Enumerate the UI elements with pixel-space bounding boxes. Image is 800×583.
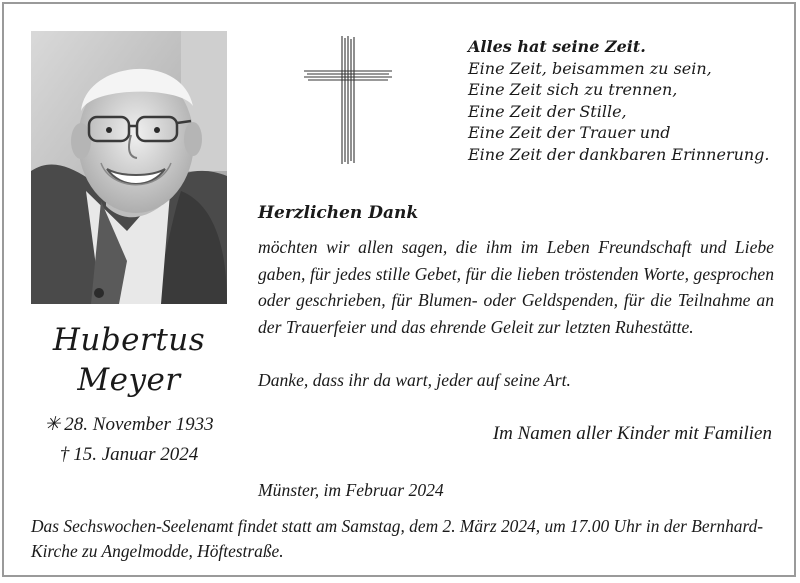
poem-line: Eine Zeit sich zu trennen, — [468, 80, 678, 100]
cross-icon — [304, 36, 392, 168]
service-notice: Das Sechswochen-Seelenamt findet statt am Samstag, dem 2. März 2024, um 17.00 Uhr in der Bernhard-Kirche zu Angelmodde, Höftestraße. — [31, 516, 764, 561]
portrait-photo — [31, 31, 227, 304]
poem-line: Eine Zeit der dankbaren Erinnerung. — [468, 144, 770, 164]
birth-date: 28. November 1933 — [64, 414, 214, 435]
death-dagger-icon: † — [59, 444, 70, 465]
thanks-body: möchten wir allen sagen, die ihm im Leben Freundschaft und Liebe gaben, für jedes stille Gebet, für die lieben tröstenden Worte, gesprochen oder geschrieben, für Blumen- oder Geldspenden, für die Teilnahme an der Trauerfeier und das ehrende Geleit zur letzten Ruhestätte. — [258, 237, 774, 337]
first-name: Hubertus — [52, 322, 206, 358]
obituary-card — [2, 2, 796, 577]
poem — [468, 36, 788, 166]
poem-line: Eine Zeit, beisammen zu sein, — [468, 58, 712, 78]
thanks-closing: Danke, dass ihr da wart, jeder auf seine Art. — [258, 370, 571, 390]
poem-line: Eine Zeit der Stille, — [468, 101, 627, 121]
life-dates — [31, 410, 227, 470]
last-name: Meyer — [77, 362, 181, 398]
birth-line — [31, 410, 227, 440]
death-date: 15. Januar 2024 — [73, 444, 199, 465]
poem-line: Eine Zeit der Trauer und — [468, 123, 671, 143]
place-date: Münster, im Februar 2024 — [258, 480, 444, 500]
thanks-title: Herzlichen Dank — [258, 203, 419, 223]
death-line — [31, 440, 227, 470]
poem-title: Alles hat seine Zeit. — [468, 37, 646, 56]
deceased-name — [31, 320, 227, 400]
family-signature: Im Namen aller Kinder mit Familien — [492, 423, 772, 444]
birth-star-icon: ✳ — [44, 414, 61, 435]
